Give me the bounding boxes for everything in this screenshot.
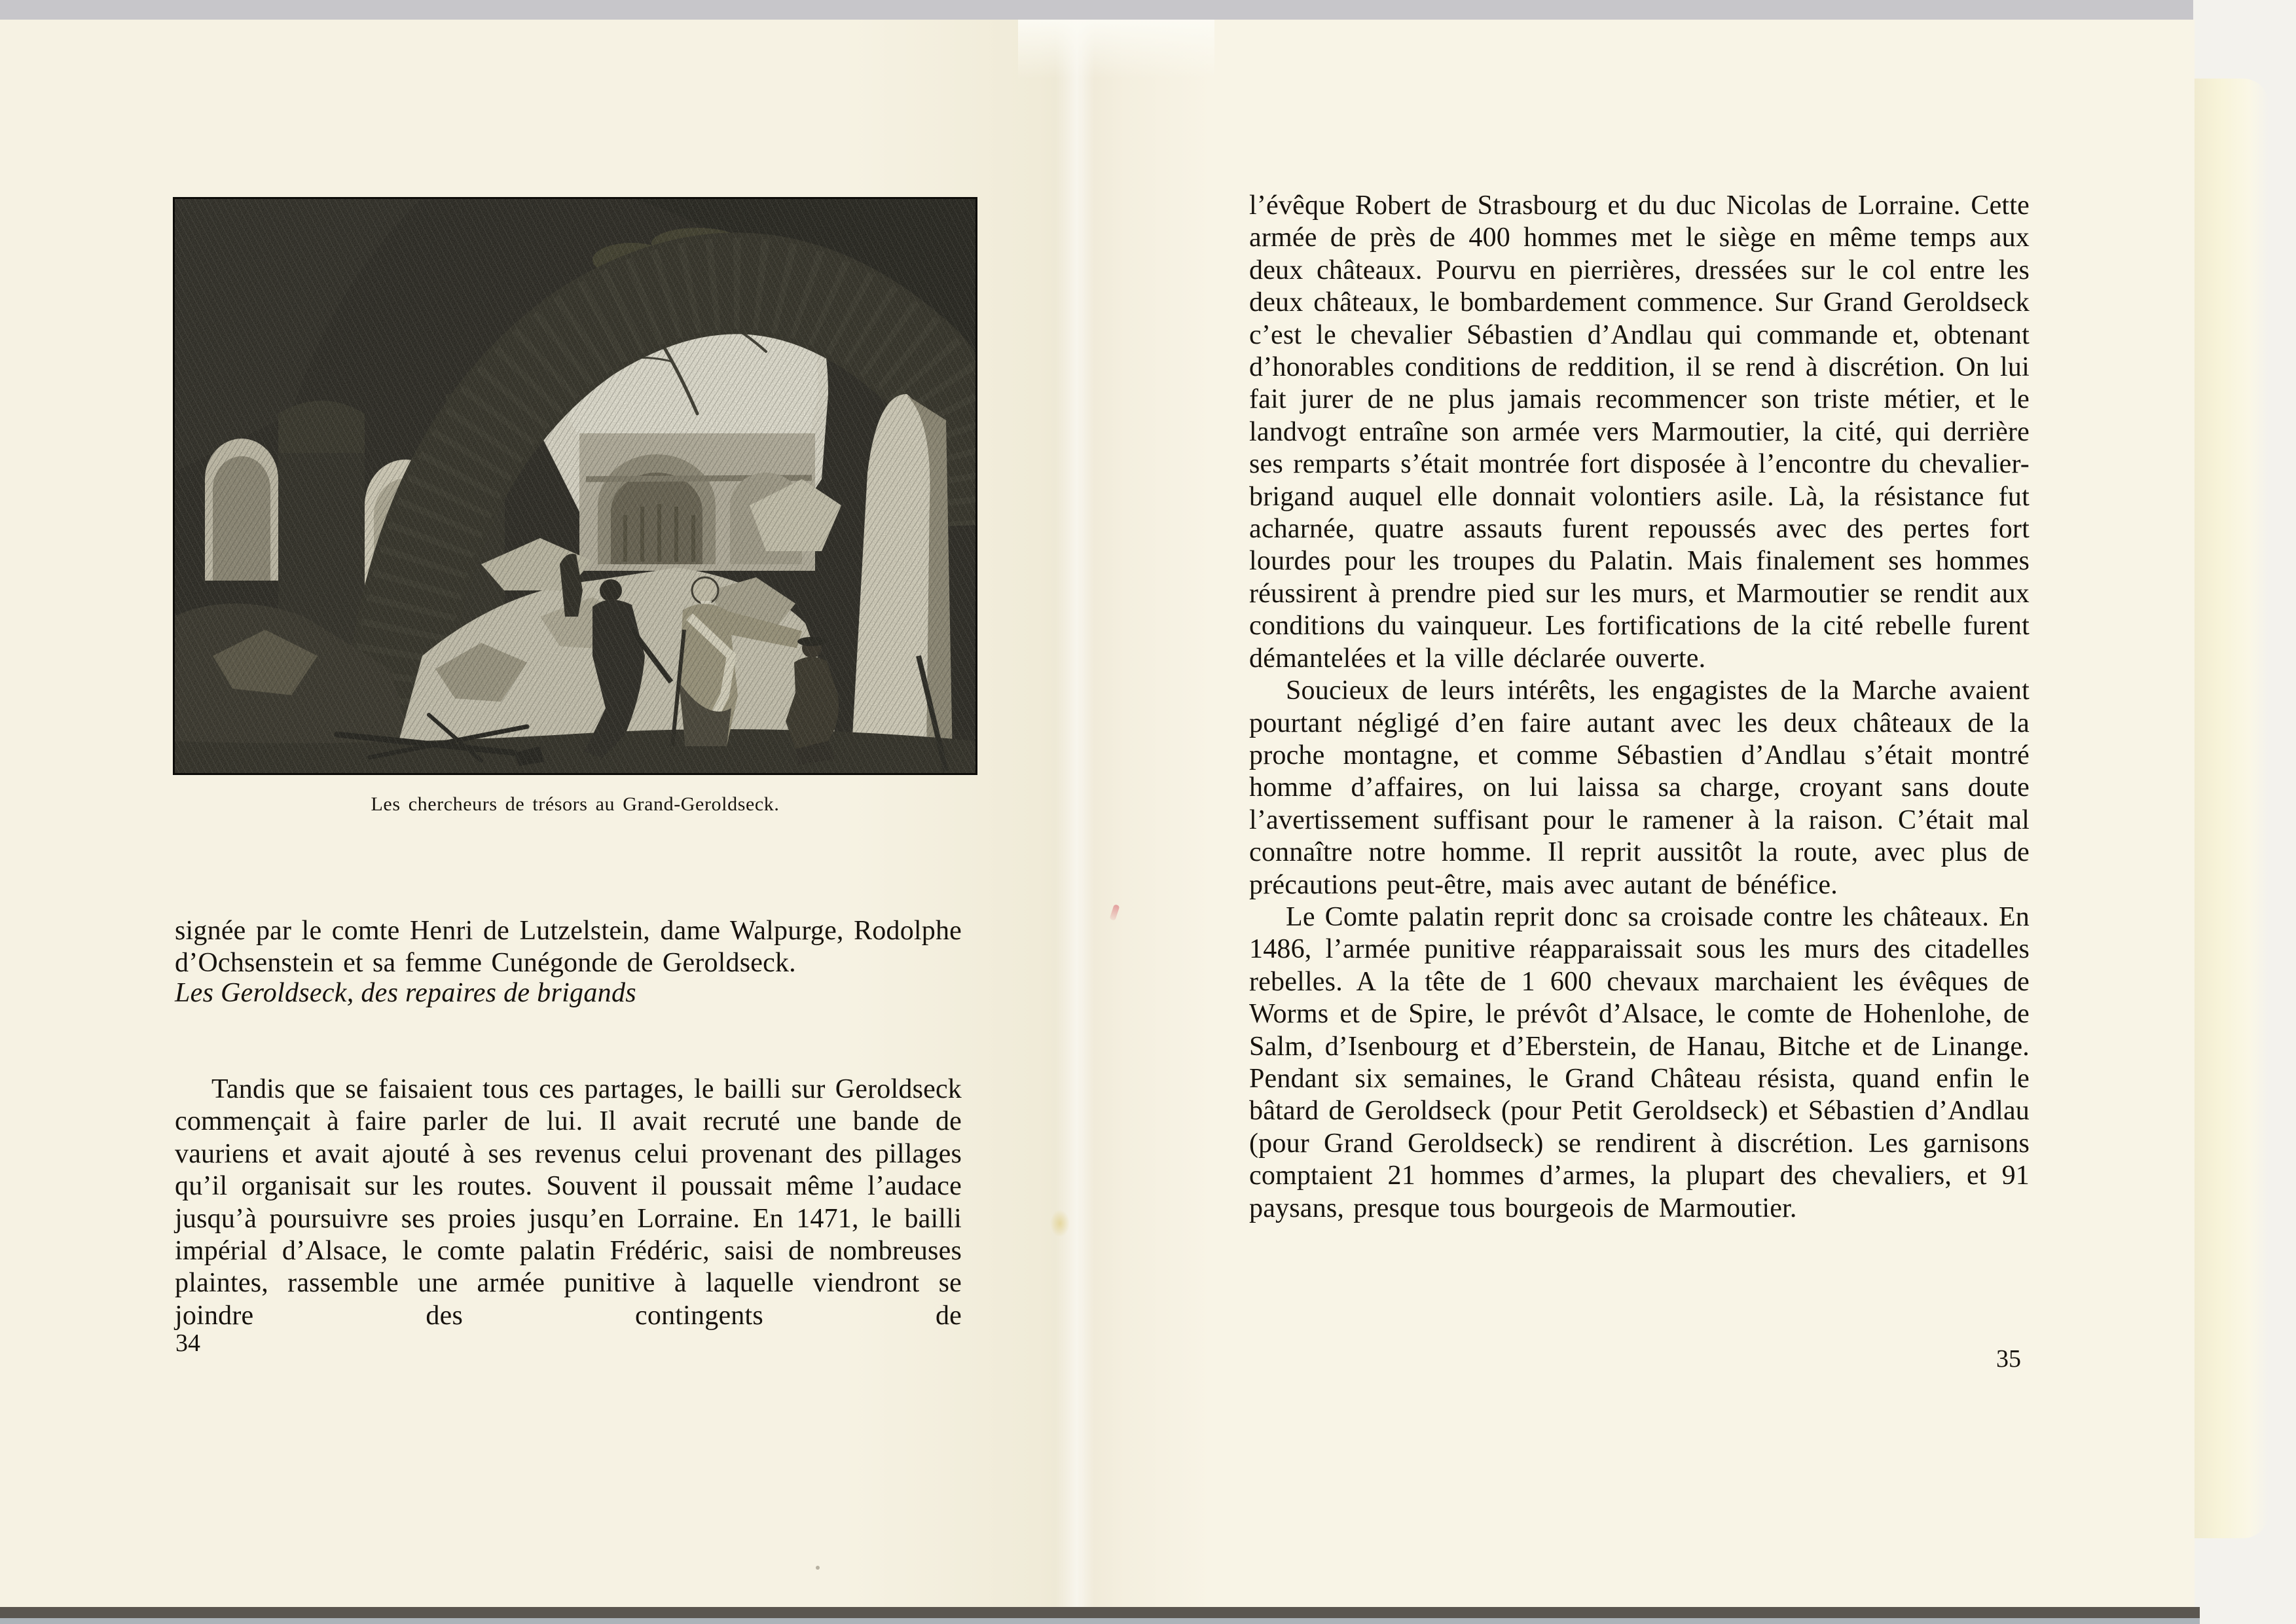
grain-dark [173,198,977,774]
engraving-svg [173,198,977,774]
right-page-text-column [1249,190,2030,1225]
gutter-top-sliver [1018,20,1214,79]
paragraph-text: Le Comte palatin reprit donc sa croisade contre les châteaux. En 1486, l’armée punitive réapparaissait sous les murs des citadelles rebelles. A la tête de 1 600 chevaux marchaient les évêques de Worms et de Spire, le prévôt d’Alsace, le comte de Hohenlohe, de Salm, d’Isenbourg et d’Eberstein, de Hanau, Bitche et de Linange. Pendant six semaines, le Grand Château résista, quand enfin le bâtard de Geroldseck (pour Petit Geroldseck) et Sébastien d’Andlau (pour Grand Geroldseck) se rendirent à discrétion. Les garnisons comptaient 21 hommes d’armes, la plupart des chevaliers, et 91 paysans, presque tous bourgeois de Marmoutier. [1249,901,2030,1223]
illustration-caption: Les chercheurs de trésors au Grand-Geroldseck. [371,793,780,815]
left-body-paragraph [175,1074,962,1332]
paragraph-text: Tandis que se faisaient tous ces partages, le bailli sur Geroldseck commençait à faire parler de lui. Il avait recruté une bande de vauriens et avait ajouté à ses revenus celui provenant des pillages qu’il organisait sur les routes. Souvent il poussait même l’audace jusqu’à poursuivre ses proies jusqu’en Lorraine. En 1471, le bailli impérial d’Alsace, le comte palatin Frédéric, saisi de nombreuses plaintes, rassemble une armée punitive à laquelle viendront se joindre des contingents de [175,1074,962,1331]
scanner-bottom-light-band [0,1618,2200,1624]
paragraph-text: Soucieux de leurs intérêts, les engagistes de la Marche avaient pourtant négligé d’en faire autant avec les deux châteaux de la proche montagne, et comme Sébastien d’Andlau s’était montré homme d’affaires, on lui laissa sa charge, croyant sans doute l’avertissement suffisant pour le ramener à la raison. C’était mal connaître notre homme. Il reprit aussitôt la route, avec plus de précautions peut-être, mais avec autant de bénéfice. [1249,676,2030,900]
paragraph-text: signée par le comte Henri de Lutzelstein, dame Walpurge, Rodolphe d’Ochsenstein et sa femme Cunégonde de Geroldseck. [175,916,962,979]
stain-mark [816,1566,820,1570]
gutter-fold-highlight [1055,20,1095,1607]
book-fore-edge [2191,79,2269,1538]
scanner-top-strip [0,0,2196,21]
scanner-bottom-dark-band [0,1607,2200,1618]
treasure-hunters-engraving [173,198,977,774]
paragraph-text: l’évêque Robert de Strasbourg et du duc Nicolas de Lorraine. Cette armée de près de 400 hommes met le siège en même temps aux deux châteaux. Pourvu en pierrières, dressées sur le col entre les deux châteaux, le bombardement commence. Sur Grand Geroldseck c’est le chevalier Sébastien d’Andlau qui commande et, obtenant d’honorables conditions de reddition, il se rend à discrétion. On lui fait jurer de ne plus jamais recommencer son triste métier, et le landvogt entraîne son armée vers Marmoutier, la cité, qui derrière ses remparts s’était montrée fort disposée à l’encontre du chevalier-brigand auquel elle donnait volontiers asile. Là, la résistance fut acharnée, quatre assauts furent repoussés avec des pertes fort lourdes pour les troupes du Palatin. Mais finalement ses hommes réussirent à prendre pied sur les murs, et Marmoutier se rendit aux conditions du vainqueur. Les fortifications de la cité rebelle furent démantelées et la ville déclarée ouverte. [1249,190,2030,674]
section-heading: Les Geroldseck, des repaires de brigands [175,978,636,1008]
stain-mark [1050,1210,1070,1237]
page-number-right: 35 [1996,1345,2021,1373]
page-number-left: 34 [175,1329,200,1357]
left-continuation-paragraph [175,915,962,980]
